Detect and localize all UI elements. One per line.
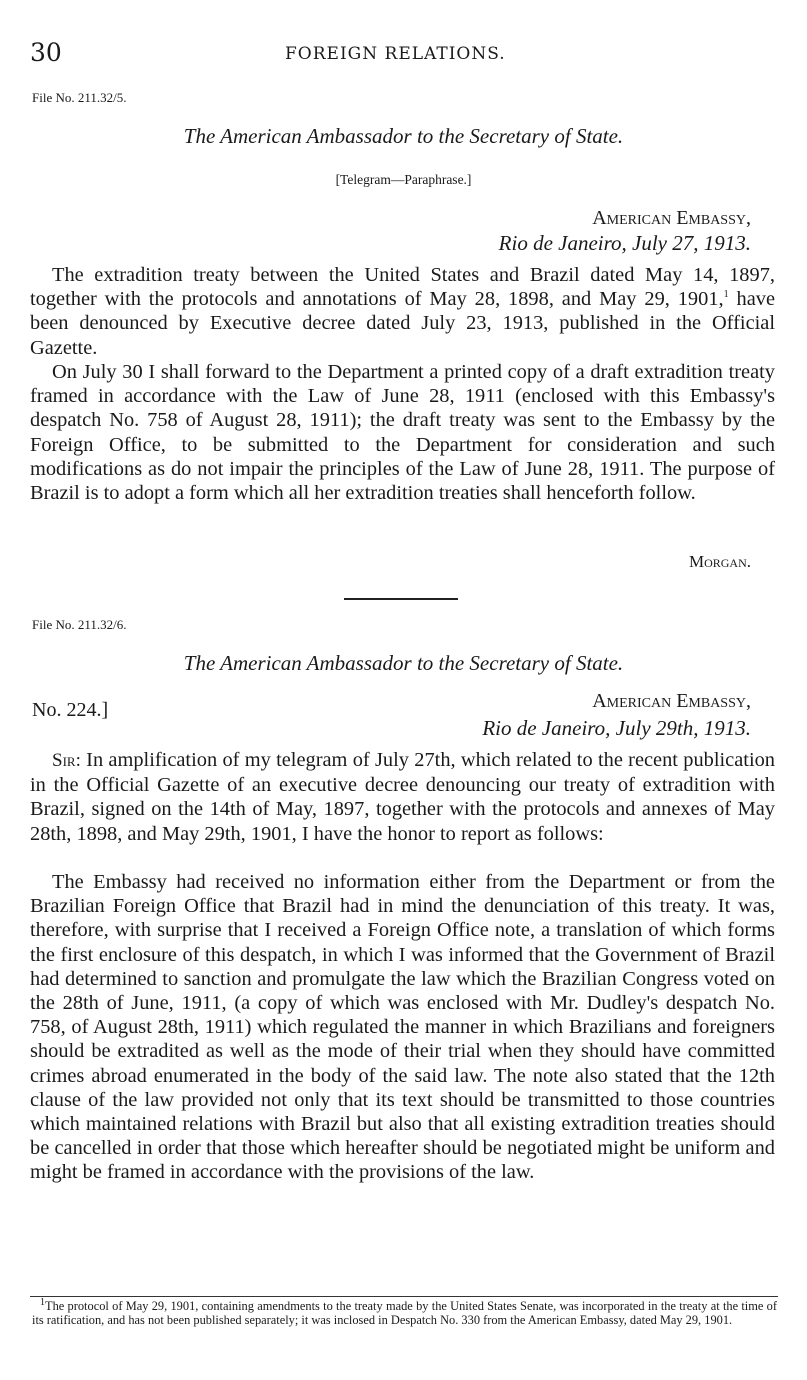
file-number-2: File No. 211.32/6. bbox=[32, 617, 127, 632]
doc2-heading: The American Ambassador to the Secretary of State. bbox=[183, 651, 624, 675]
doc1-paragraph-1 bbox=[30, 263, 775, 360]
salutation: Sir: bbox=[52, 750, 81, 771]
doc2-number: No. 224.] bbox=[32, 699, 109, 721]
running-title: FOREIGN RELATIONS. bbox=[285, 44, 506, 64]
telegram-note: [Telegram—Paraphrase.] bbox=[335, 172, 472, 187]
doc1-heading: The American Ambassador to the Secretary of State. bbox=[183, 124, 624, 148]
doc2-paragraph-1 bbox=[30, 748, 775, 846]
doc1-embassy: American Embassy, bbox=[592, 207, 751, 229]
footnote-rule bbox=[30, 1296, 778, 1297]
doc1-paragraph-2: On July 30 I shall forward to the Department a printed copy of a draft extradition treaty framed in accordance with the Law of June 28, 1911 (enclosed with this Embassy's despatch No. 758 of August 28, 1911); the draft treaty was sent to the Embassy by the Foreign Office, to be submitted to the Department for consideration and such modifications as do not impair the principles of the Law of June 28, 1911. The purpose of Brazil is to adopt a form which all her extradition treaties shall henceforth follow. bbox=[30, 361, 775, 505]
running-head bbox=[30, 38, 780, 68]
doc1-signature: Morgan. bbox=[688, 552, 751, 571]
footnote-ref: 1 bbox=[723, 289, 729, 301]
page-number: 30 bbox=[30, 38, 62, 67]
footnote bbox=[32, 1296, 777, 1327]
doc2-place-date: Rio de Janeiro, July 29th, 1913. bbox=[482, 716, 751, 740]
file-number-1: File No. 211.32/5. bbox=[32, 90, 127, 105]
doc1-place-date: Rio de Janeiro, July 27, 1913. bbox=[498, 231, 751, 255]
doc1-para1-text-b: have been denounced by Executive decree dated July 23, 1913, published in the Official Gazette. bbox=[30, 288, 775, 359]
doc2-para1-text: In amplification of my telegram of July 27th, which related to the recent publication in the Official Gazette of an executive decree denouncing our treaty of extradition with Brazil, signed on the 14th of May, 1897, together with the protocols and annexes of May 28th, 1898, and May 29th, 1901, I have the honor to report as follows: bbox=[30, 749, 775, 845]
section-divider bbox=[344, 598, 458, 600]
doc2-paragraph-2: The Embassy had received no information either from the Department or from the Brazilian Foreign Office that Brazil had in mind the denunciation of this treaty. It was, therefore, with surprise that I received a Foreign Office note, a translation of which forms the first enclosure of this despatch, in which I was informed that the Government of Brazil had determined to sanction and promulgate the law which the Brazilian Congress voted on the 28th of June, 1911, (a copy of which was enclosed with Mr. Dudley's despatch No. 758, of August 28th, 1911) which regulated the manner in which Brazilians and foreigners should be extradited as well as the mode of their trial when they should have committed crimes abroad enumerated in the body of the said law. The note also stated that the 12th clause of the law provided not only that its text should be transmitted to those countries which maintained relations with Brazil but also that all existing extradition treaties should be cancelled in order that those which hereafter should be negotiated might be uniform and might be framed in accordance with the provisions of the law. bbox=[30, 871, 775, 1184]
footnote-text: The protocol of May 29, 1901, containing amendments to the treaty made by the United States Senate, was incorporated in the treaty at the time of its ratification, and has not been published separately; it was inclosed in Despatch No. 330 from the American Embassy, dated May 29, 1901. bbox=[32, 1299, 777, 1327]
doc2-embassy: American Embassy, bbox=[592, 690, 751, 712]
doc1-para1-text-a: The extradition treaty between the United States and Brazil dated May 14, 1897, together with the protocols and annotations of May 28, 1898, and May 29, 1901, bbox=[30, 264, 775, 311]
footnote-mark: 1 bbox=[40, 1296, 45, 1308]
